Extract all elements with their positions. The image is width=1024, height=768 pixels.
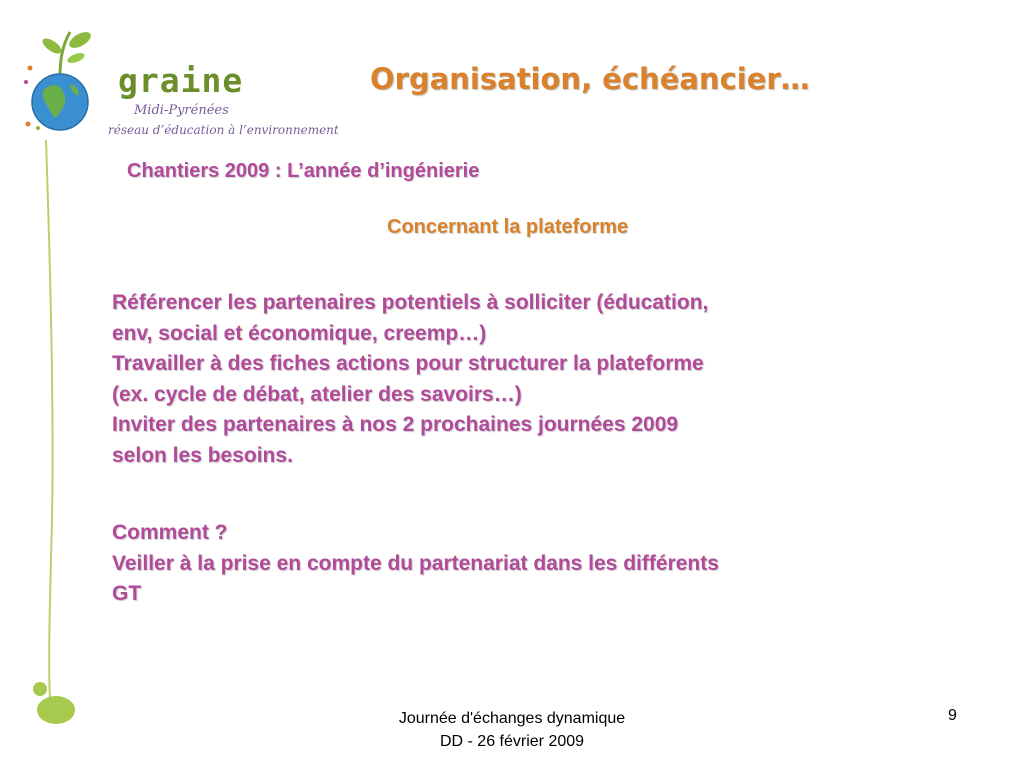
body-line: Comment ? [112, 521, 228, 544]
section-heading: Concernant la plateforme [387, 216, 629, 238]
page-number: 9 [948, 707, 957, 724]
body-line: GT [112, 582, 142, 605]
footer-event-line: DD - 26 février 2009 [439, 733, 585, 750]
body-line: Travailler à des fiches actions pour structurer la plateforme [112, 352, 704, 375]
footer-event-line: Journée d'échanges dynamique [398, 710, 626, 727]
body-line: selon les besoins. [112, 443, 293, 467]
graine-logo [18, 24, 348, 137]
logo-region: Midi-Pyrénées [134, 103, 229, 118]
body-line: Inviter des partenaires à nos 2 prochaines journées 2009 [112, 413, 679, 436]
logo-tagline: réseau d’éducation à l’environnement [108, 123, 339, 137]
logo-wordmark: graine [118, 61, 244, 100]
body-block-platform [112, 288, 872, 471]
body-line: Veiller à la prise en compte du partenariat dans les différents [112, 551, 719, 575]
slide-title: Organisation, échéancier… [370, 62, 810, 96]
body-line: (ex. cycle de débat, atelier des savoirs…) [112, 382, 522, 406]
footer-event [330, 707, 694, 753]
body-block-comment [112, 518, 872, 610]
slide-subtitle: Chantiers 2009 : L’année d’ingénierie [127, 160, 480, 182]
body-line: env, social et économique, creemp…) [112, 321, 487, 345]
body-line: Référencer les partenaires potentiels à solliciter (éducation, [112, 291, 709, 314]
vine-decoration [28, 140, 88, 730]
globe-sprout-icon [18, 24, 118, 134]
